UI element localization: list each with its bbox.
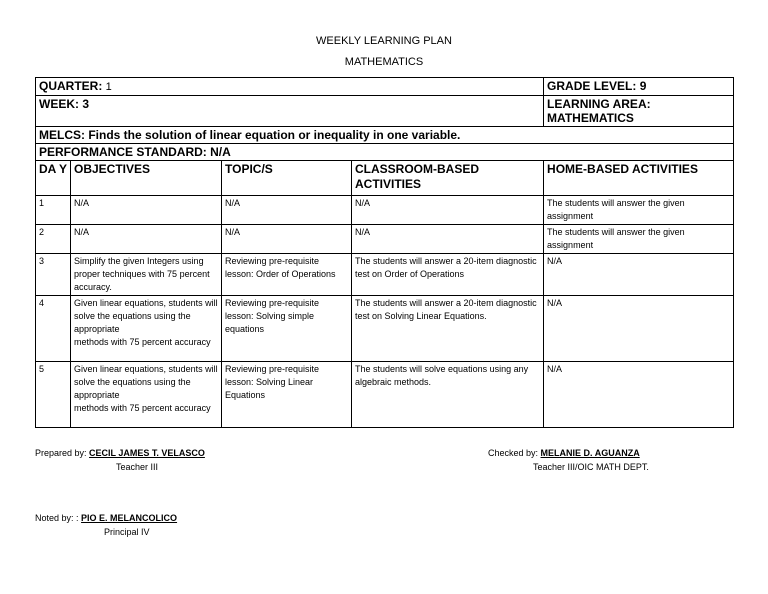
col-home-header: HOME-BASED ACTIVITIES (544, 161, 734, 196)
week-cell: WEEK: 3 (36, 96, 544, 127)
objectives-cell: Given linear equations, students will solve the equations using the appropriate methods with 75 percent accuracy (71, 296, 222, 362)
classroom-cell: The students will solve equations using any algebraic methods. (352, 362, 544, 428)
home-cell: N/A (544, 296, 734, 362)
quarter-value: 1 (105, 81, 112, 93)
home-cell: N/A (544, 362, 734, 428)
home-cell: The students will answer the given assignment (544, 196, 734, 225)
table-row (36, 362, 734, 428)
prepared-by-role: Teacher III (116, 462, 159, 472)
col-classroom-header: CLASSROOM-BASED ACTIVITIES (352, 161, 544, 196)
day-cell: 4 (36, 296, 71, 362)
objectives-cell: Simplify the given Integers using proper techniques with 75 percent accuracy. (71, 254, 222, 296)
learning-area-cell: LEARNING AREA: MATHEMATICS (544, 96, 734, 127)
objectives-cell: N/A (71, 196, 222, 225)
day-cell: 3 (36, 254, 71, 296)
noted-by-name: PIO E. MELANCOLICO (81, 513, 178, 523)
home-cell: N/A (544, 254, 734, 296)
quarter-cell (36, 78, 544, 96)
objectives-cell: N/A (71, 225, 222, 254)
checked-by (488, 447, 640, 460)
document-subtitle: MATHEMATICS (344, 56, 424, 68)
classroom-cell: N/A (352, 196, 544, 225)
performance-standard-row (36, 144, 734, 161)
noted-by-role: Principal IV (104, 527, 150, 537)
column-header-row (36, 161, 734, 196)
table-row (36, 296, 734, 362)
checked-by-role: Teacher III/OIC MATH DEPT. (533, 462, 649, 472)
objectives-cell: Given linear equations, students will solve the equations using the appropriate methods with 75 percent accuracy (71, 362, 222, 428)
prepared-by-name: CECIL JAMES T. VELASCO (89, 448, 205, 458)
checked-by-name: MELANIE D. AGUANZA (540, 448, 640, 458)
document-title: WEEKLY LEARNING PLAN (316, 35, 452, 47)
day-cell: 5 (36, 362, 71, 428)
day-cell: 1 (36, 196, 71, 225)
col-topics-header: TOPIC/S (222, 161, 352, 196)
week-row (36, 96, 734, 127)
topics-cell: Reviewing pre-requisite lesson: Order of Operations (222, 254, 352, 296)
performance-standard-cell: PERFORMANCE STANDARD: N/A (36, 144, 734, 161)
classroom-cell: The students will answer a 20-item diagnostic test on Solving Linear Equations. (352, 296, 544, 362)
topics-cell: N/A (222, 225, 352, 254)
classroom-cell: N/A (352, 225, 544, 254)
quarter-label: QUARTER: (39, 79, 103, 93)
noted-by (35, 512, 177, 525)
table-row (36, 254, 734, 296)
melcs-row (36, 127, 734, 144)
topics-cell: Reviewing pre-requisite lesson: Solving Linear Equations (222, 362, 352, 428)
prepared-by-label: Prepared by: (35, 448, 87, 458)
topics-cell: N/A (222, 196, 352, 225)
table-row (36, 196, 734, 225)
col-objectives-header: OBJECTIVES (71, 161, 222, 196)
melcs-cell: MELCS: Finds the solution of linear equation or inequality in one variable. (36, 127, 734, 144)
home-cell: The students will answer the given assignment (544, 225, 734, 254)
grade-level-cell: GRADE LEVEL: 9 (544, 78, 734, 96)
topics-cell: Reviewing pre-requisite lesson: Solving simple equations (222, 296, 352, 362)
table-row (36, 225, 734, 254)
col-day-header: DA Y (36, 161, 71, 196)
learning-plan-table (35, 77, 734, 428)
prepared-by (35, 447, 205, 460)
quarter-row (36, 78, 734, 96)
noted-by-label: Noted by: : (35, 513, 79, 523)
classroom-cell: The students will answer a 20-item diagnostic test on Order of Operations (352, 254, 544, 296)
checked-by-label: Checked by: (488, 448, 539, 458)
day-cell: 2 (36, 225, 71, 254)
